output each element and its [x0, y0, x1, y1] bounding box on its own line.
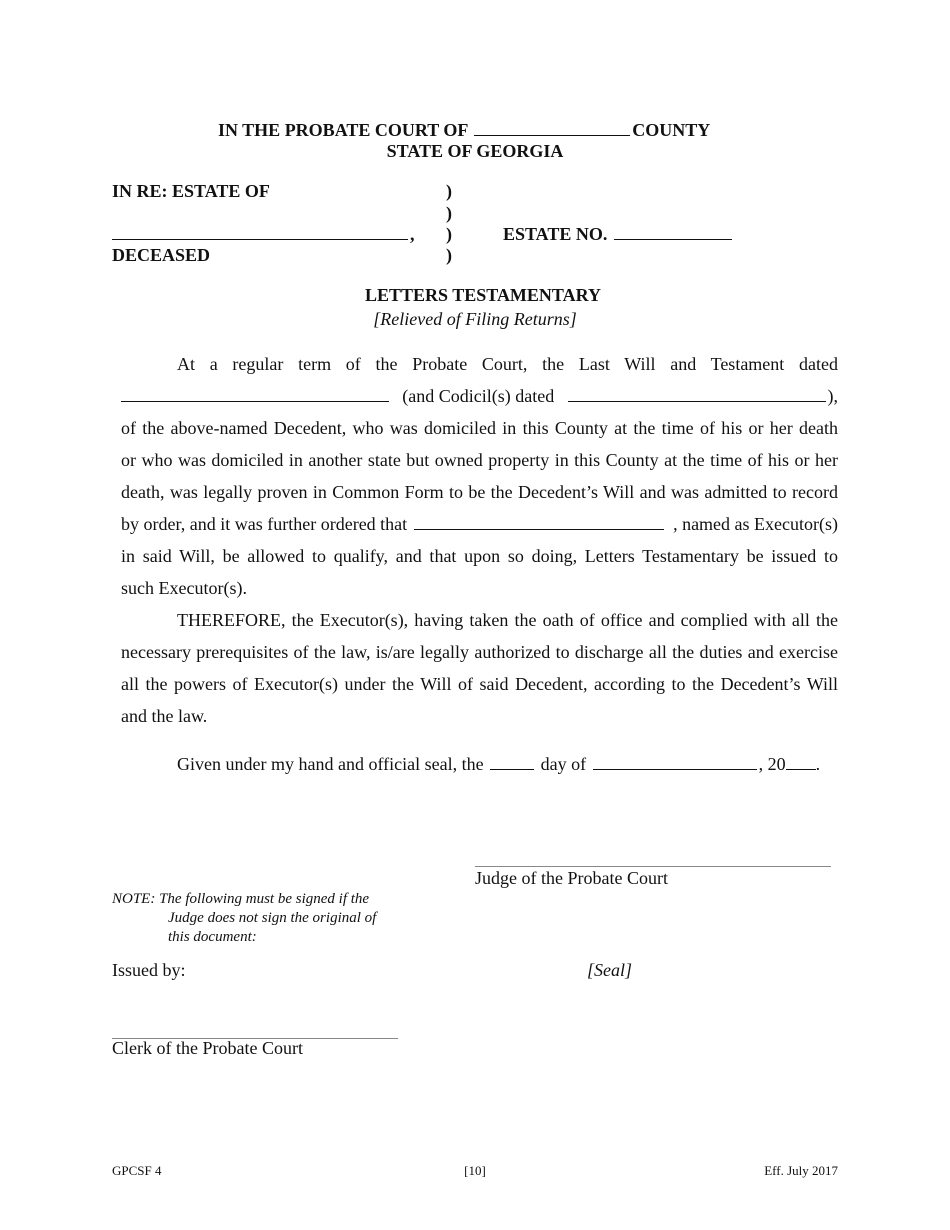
caption-paren: ) [446, 224, 452, 244]
signature-note [112, 890, 376, 947]
decedent-name-line [112, 224, 415, 245]
clerk-signature-line[interactable] [112, 1022, 398, 1039]
paragraph-will [121, 348, 838, 604]
therefore-text: THEREFORE, the Executor(s), having taken the oath of office and complied with all the necessary prerequisites of the law, is/are legally authorized to discharge all the duties and exercise all the powers of Executor(s) under the Will of said Decedent, according to the Decedent’s Will and the law. [121, 610, 838, 726]
caption-paren: ) [446, 203, 452, 223]
year-prefix: , 20 [758, 754, 786, 774]
estate-no-label: ESTATE NO. [503, 224, 608, 244]
effective-date: Eff. July 2017 [764, 1163, 838, 1178]
document-title: LETTERS TESTAMENTARY [365, 285, 601, 305]
paragraph-therefore [121, 604, 838, 732]
para1-line7: in said Will, be allowed to qualify, and that upon so doing, Letters Testamentary be issued to [121, 546, 838, 566]
caption-comma: , [410, 224, 415, 244]
day-blank[interactable] [490, 754, 534, 770]
county-blank[interactable] [474, 120, 630, 136]
note-line: NOTE: The following must be signed if the [112, 891, 370, 907]
day-of-label: day of [540, 754, 587, 774]
para1-line2: (and Codicil(s) dated ), [121, 380, 838, 412]
para1-line1: At a regular term of the Probate Court, the Last Will and Testament dated [177, 354, 838, 374]
estate-no-blank[interactable] [614, 224, 732, 240]
in-re-label: IN RE: ESTATE OF [112, 181, 270, 201]
state-heading: STATE OF GEORGIA [386, 141, 564, 161]
note-line: Judge does not sign the original of [168, 910, 377, 926]
page-number: [10] [464, 1163, 486, 1178]
estate-no [503, 224, 734, 245]
court-prefix: IN THE PROBATE COURT OF [218, 120, 468, 140]
given-line: Given under my hand and official seal, the day of , 20 . [177, 754, 821, 774]
county-label: COUNTY [632, 120, 711, 140]
para1-line4: or who was domiciled in another state but owned property in this County at the time of his or her [121, 450, 838, 470]
judge-label: Judge of the Probate Court [475, 868, 668, 888]
caption-paren: ) [446, 181, 452, 201]
judge-signature-line[interactable] [475, 850, 831, 867]
deceased-label: DECEASED [112, 245, 211, 265]
caption-paren: ) [446, 245, 452, 265]
court-heading [218, 120, 710, 141]
para1-line8: such Executor(s). [121, 578, 247, 598]
para1-line5: death, was legally proven in Common Form to be the Decedent’s Will and was admitted to record [121, 482, 838, 502]
year-blank[interactable] [786, 754, 816, 770]
month-blank[interactable] [593, 754, 757, 770]
will-date-blank[interactable] [121, 386, 389, 402]
form-number: GPCSF 4 [112, 1163, 162, 1178]
para1-line3: of the above-named Decedent, who was domiciled in this County at the time of his or her death [121, 418, 838, 438]
document-subtitle: [Relieved of Filing Returns] [373, 309, 577, 329]
executor-name-blank[interactable] [414, 514, 664, 530]
decedent-name-blank[interactable] [112, 224, 408, 240]
given-prefix: Given under my hand and official seal, the [177, 754, 484, 774]
note-line: this document: [168, 929, 257, 945]
para1-line6: by order, and it was further ordered that , named as Executor(s) [121, 514, 838, 534]
codicil-date-blank[interactable] [568, 386, 826, 402]
issued-by-label: Issued by: [112, 960, 186, 980]
codicil-label: (and Codicil(s) dated [402, 386, 555, 406]
seal-label: [Seal] [587, 960, 632, 980]
clerk-label: Clerk of the Probate Court [112, 1038, 303, 1058]
